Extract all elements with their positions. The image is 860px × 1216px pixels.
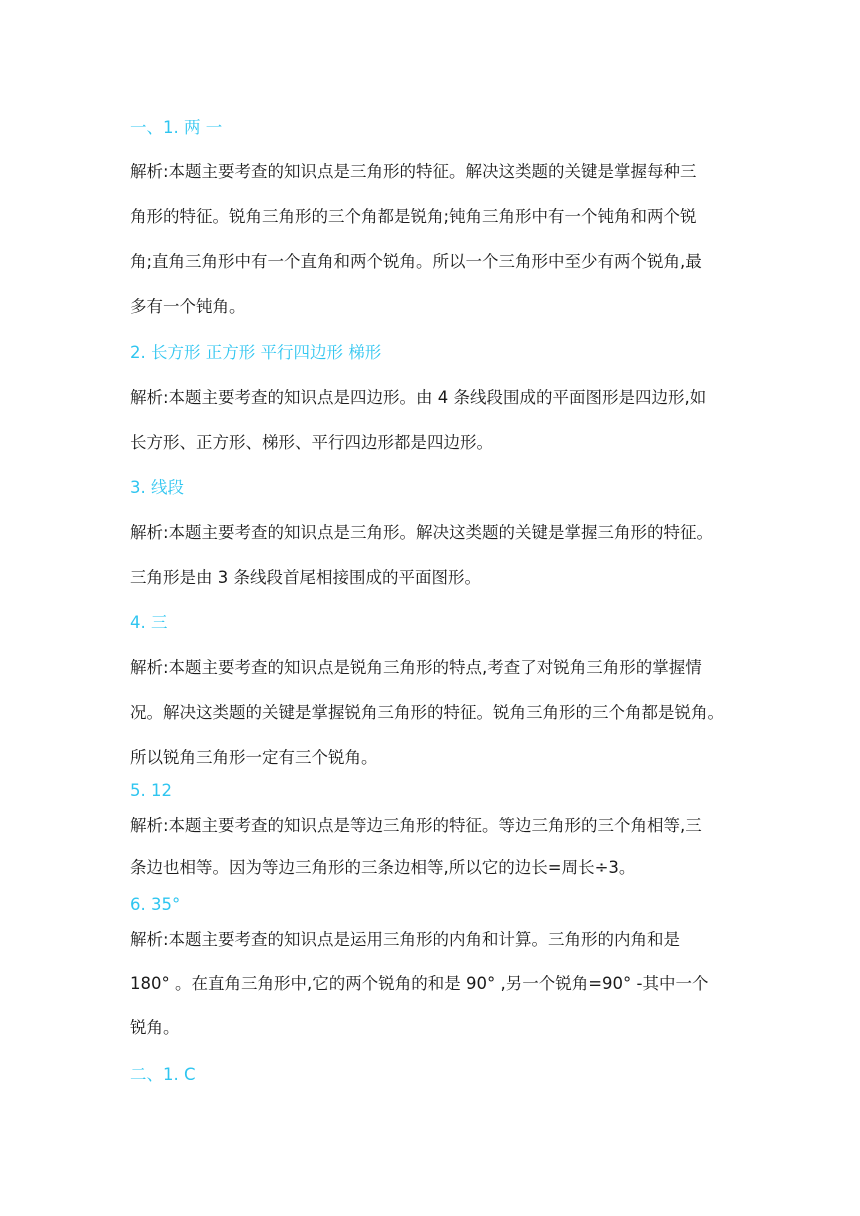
answer-label-section-2: 二、1. C <box>130 1065 196 1084</box>
answer-label-2: 2. 长方形 正方形 平行四边形 梯形 <box>130 343 382 362</box>
explanation-line: 锐角。 <box>130 1018 180 1037</box>
answer-label-3: 3. 线段 <box>130 478 184 497</box>
explanation-line: 解析:本题主要考查的知识点是等边三角形的特征。等边三角形的三个角相等,三 <box>130 816 702 835</box>
explanation-line: 所以锐角三角形一定有三个锐角。 <box>130 748 378 767</box>
explanation-line: 解析:本题主要考查的知识点是三角形的特征。解决这类题的关键是掌握每种三 <box>130 162 697 181</box>
explanation-line: 况。解决这类题的关键是掌握锐角三角形的特征。锐角三角形的三个角都是锐角。 <box>130 703 724 722</box>
explanation-line: 角形的特征。锐角三角形的三个角都是锐角;钝角三角形中有一个钝角和两个锐 <box>130 207 697 226</box>
explanation-line: 解析:本题主要考查的知识点是锐角三角形的特点,考查了对锐角三角形的掌握情 <box>130 658 702 677</box>
explanation-line: 长方形、正方形、梯形、平行四边形都是四边形。 <box>130 433 493 452</box>
explanation-line: 条边也相等。因为等边三角形的三条边相等,所以它的边长=周长÷3。 <box>130 858 636 877</box>
answer-label-6: 6. 35° <box>130 895 181 914</box>
answer-label-5: 5. 12 <box>130 781 172 800</box>
explanation-line: 解析:本题主要考查的知识点是运用三角形的内角和计算。三角形的内角和是 <box>130 930 681 949</box>
explanation-line: 多有一个钝角。 <box>130 297 246 316</box>
explanation-line: 解析:本题主要考查的知识点是四边形。由 4 条线段围成的平面图形是四边形,如 <box>130 388 707 407</box>
answer-label-4: 4. 三 <box>130 613 168 632</box>
explanation-line: 三角形是由 3 条线段首尾相接围成的平面图形。 <box>130 568 481 587</box>
explanation-line: 角;直角三角形中有一个直角和两个锐角。所以一个三角形中至少有两个锐角,最 <box>130 252 702 271</box>
explanation-line: 解析:本题主要考查的知识点是三角形。解决这类题的关键是掌握三角形的特征。 <box>130 523 714 542</box>
answer-label-1: 一、1. 两 一 <box>130 118 223 137</box>
explanation-line: 180° 。在直角三角形中,它的两个锐角的和是 90° ,另一个锐角=90° -其中一个 <box>130 974 709 993</box>
